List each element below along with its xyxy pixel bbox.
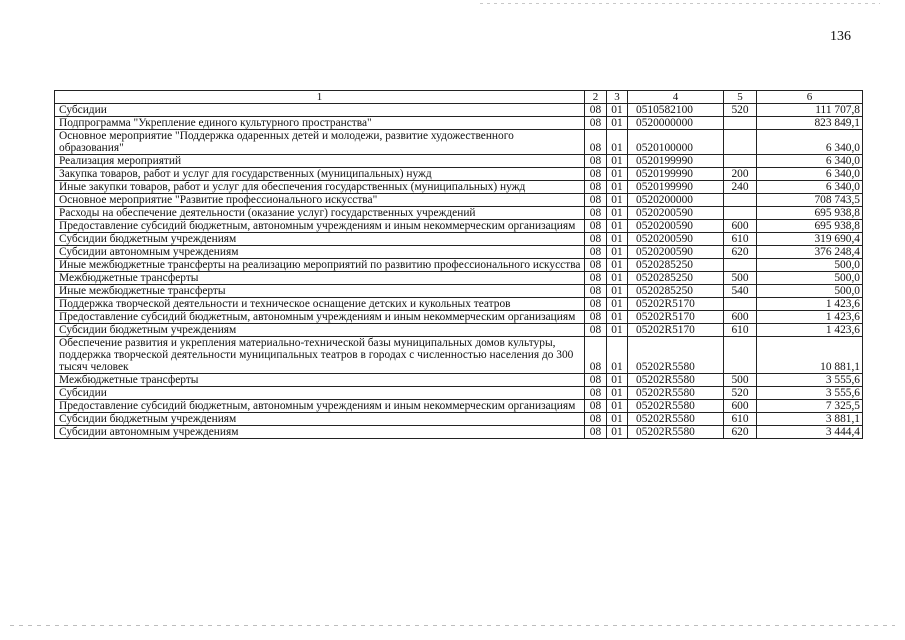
cell-expense-type	[724, 337, 757, 374]
cell-amount: 500,0	[757, 259, 863, 272]
table-row	[55, 272, 863, 285]
cell-target-code: 0520199990	[628, 181, 724, 194]
cell-section: 08	[585, 426, 607, 439]
cell-name: Закупка товаров, работ и услуг для государственных (муниципальных) нужд	[55, 168, 585, 181]
table-row	[55, 181, 863, 194]
cell-subsection: 01	[607, 426, 628, 439]
cell-expense-type: 610	[724, 233, 757, 246]
cell-section: 08	[585, 246, 607, 259]
cell-target-code: 0520285250	[628, 285, 724, 298]
cell-subsection: 01	[607, 155, 628, 168]
cell-expense-type	[724, 298, 757, 311]
cell-expense-type: 500	[724, 374, 757, 387]
cell-expense-type: 620	[724, 246, 757, 259]
cell-expense-type: 240	[724, 181, 757, 194]
cell-target-code: 05202R5170	[628, 324, 724, 337]
cell-section: 08	[585, 374, 607, 387]
cell-name: Иные межбюджетные трансферты на реализацию мероприятий по развитию профессионального искусства	[55, 259, 585, 272]
table-row	[55, 168, 863, 181]
header-col-1: 1	[55, 91, 585, 104]
table-row	[55, 220, 863, 233]
cell-subsection: 01	[607, 298, 628, 311]
cell-amount: 695 938,8	[757, 220, 863, 233]
cell-subsection: 01	[607, 400, 628, 413]
cell-expense-type	[724, 207, 757, 220]
cell-section: 08	[585, 298, 607, 311]
cell-expense-type	[724, 194, 757, 207]
cell-section: 08	[585, 130, 607, 155]
cell-subsection: 01	[607, 285, 628, 298]
cell-target-code: 05202R5580	[628, 426, 724, 439]
cell-amount: 6 340,0	[757, 130, 863, 155]
cell-name: Предоставление субсидий бюджетным, автономным учреждениям и иным некоммерческим организациям	[55, 400, 585, 413]
cell-subsection: 01	[607, 246, 628, 259]
header-col-4: 4	[628, 91, 724, 104]
table-row	[55, 413, 863, 426]
cell-section: 08	[585, 155, 607, 168]
cell-subsection: 01	[607, 259, 628, 272]
cell-expense-type: 540	[724, 285, 757, 298]
cell-section: 08	[585, 400, 607, 413]
table-row	[55, 246, 863, 259]
cell-subsection: 01	[607, 220, 628, 233]
cell-subsection: 01	[607, 337, 628, 374]
cell-section: 08	[585, 387, 607, 400]
cell-subsection: 01	[607, 194, 628, 207]
cell-section: 08	[585, 311, 607, 324]
cell-amount: 1 423,6	[757, 298, 863, 311]
table-row	[55, 400, 863, 413]
cell-name: Межбюджетные трансферты	[55, 374, 585, 387]
cell-subsection: 01	[607, 387, 628, 400]
cell-name: Обеспечение развития и укрепления материально-технической базы муниципальных домов культуры, поддержка творческой деятельности муниципальных театров в городах с численностью населения до 300 тысяч человек	[55, 337, 585, 374]
cell-expense-type	[724, 130, 757, 155]
cell-name: Субсидии	[55, 387, 585, 400]
table-header-row	[55, 91, 863, 104]
cell-subsection: 01	[607, 272, 628, 285]
cell-target-code: 0520200590	[628, 246, 724, 259]
cell-amount: 111 707,8	[757, 104, 863, 117]
cell-expense-type: 600	[724, 220, 757, 233]
table-row	[55, 104, 863, 117]
cell-expense-type: 520	[724, 387, 757, 400]
cell-amount: 695 938,8	[757, 207, 863, 220]
cell-target-code: 05202R5580	[628, 387, 724, 400]
table-row	[55, 207, 863, 220]
cell-name: Подпрограмма "Укрепление единого культурного пространства"	[55, 117, 585, 130]
cell-target-code: 05202R5170	[628, 298, 724, 311]
cell-target-code: 05202R5580	[628, 400, 724, 413]
cell-amount: 500,0	[757, 272, 863, 285]
cell-target-code: 05202R5580	[628, 374, 724, 387]
cell-target-code: 05202R5170	[628, 311, 724, 324]
cell-name: Основное мероприятие "Развитие профессионального искусства"	[55, 194, 585, 207]
cell-name: Предоставление субсидий бюджетным, автономным учреждениям и иным некоммерческим организациям	[55, 220, 585, 233]
table-row	[55, 374, 863, 387]
cell-target-code: 0520200590	[628, 233, 724, 246]
table-body	[55, 104, 863, 439]
cell-target-code: 0520285250	[628, 272, 724, 285]
cell-section: 08	[585, 181, 607, 194]
cell-subsection: 01	[607, 117, 628, 130]
cell-section: 08	[585, 272, 607, 285]
cell-section: 08	[585, 285, 607, 298]
cell-amount: 823 849,1	[757, 117, 863, 130]
cell-target-code: 0520200000	[628, 194, 724, 207]
table-row	[55, 117, 863, 130]
cell-expense-type: 600	[724, 400, 757, 413]
table-row	[55, 194, 863, 207]
cell-section: 08	[585, 220, 607, 233]
cell-section: 08	[585, 194, 607, 207]
cell-subsection: 01	[607, 104, 628, 117]
cell-amount: 3 555,6	[757, 387, 863, 400]
cell-name: Предоставление субсидий бюджетным, автономным учреждениям и иным некоммерческим организациям	[55, 311, 585, 324]
table-row	[55, 233, 863, 246]
cell-subsection: 01	[607, 233, 628, 246]
table-row	[55, 311, 863, 324]
cell-amount: 1 423,6	[757, 311, 863, 324]
cell-expense-type	[724, 155, 757, 168]
table-row	[55, 155, 863, 168]
cell-amount: 1 423,6	[757, 324, 863, 337]
cell-expense-type: 520	[724, 104, 757, 117]
cell-name: Иные закупки товаров, работ и услуг для обеспечения государственных (муниципальных) нужд	[55, 181, 585, 194]
cell-name: Основное мероприятие "Поддержка одаренных детей и молодежи, развитие художественного образования"	[55, 130, 585, 155]
budget-table-container	[54, 90, 862, 439]
cell-subsection: 01	[607, 413, 628, 426]
cell-amount: 3 444,4	[757, 426, 863, 439]
cell-expense-type: 620	[724, 426, 757, 439]
cell-name: Субсидии	[55, 104, 585, 117]
table-row	[55, 337, 863, 374]
cell-subsection: 01	[607, 168, 628, 181]
cell-expense-type: 200	[724, 168, 757, 181]
table-row	[55, 130, 863, 155]
cell-amount: 3 555,6	[757, 374, 863, 387]
cell-section: 08	[585, 168, 607, 181]
header-col-2: 2	[585, 91, 607, 104]
cell-amount: 7 325,5	[757, 400, 863, 413]
cell-section: 08	[585, 259, 607, 272]
cell-expense-type: 600	[724, 311, 757, 324]
cell-subsection: 01	[607, 207, 628, 220]
cell-name: Поддержка творческой деятельности и техническое оснащение детских и кукольных театров	[55, 298, 585, 311]
table-row	[55, 298, 863, 311]
cell-target-code: 0520285250	[628, 259, 724, 272]
cell-expense-type: 610	[724, 324, 757, 337]
cell-amount: 500,0	[757, 285, 863, 298]
table-row	[55, 285, 863, 298]
scan-artifact-bottom	[10, 625, 895, 626]
cell-name: Субсидии бюджетным учреждениям	[55, 233, 585, 246]
cell-target-code: 05202R5580	[628, 413, 724, 426]
cell-amount: 10 881,1	[757, 337, 863, 374]
table-row	[55, 324, 863, 337]
cell-amount: 6 340,0	[757, 155, 863, 168]
cell-amount: 6 340,0	[757, 168, 863, 181]
cell-amount: 376 248,4	[757, 246, 863, 259]
cell-section: 08	[585, 413, 607, 426]
cell-target-code: 0520200590	[628, 220, 724, 233]
table-row	[55, 259, 863, 272]
cell-expense-type: 500	[724, 272, 757, 285]
cell-target-code: 0520199990	[628, 168, 724, 181]
cell-name: Субсидии автономным учреждениям	[55, 246, 585, 259]
cell-target-code: 0520199990	[628, 155, 724, 168]
cell-name: Субсидии бюджетным учреждениям	[55, 324, 585, 337]
cell-target-code: 0520000000	[628, 117, 724, 130]
cell-subsection: 01	[607, 311, 628, 324]
cell-name: Субсидии автономным учреждениям	[55, 426, 585, 439]
cell-amount: 3 881,1	[757, 413, 863, 426]
cell-subsection: 01	[607, 374, 628, 387]
cell-target-code: 0520100000	[628, 130, 724, 155]
cell-target-code: 0520200590	[628, 207, 724, 220]
cell-subsection: 01	[607, 324, 628, 337]
cell-section: 08	[585, 337, 607, 374]
table-row	[55, 426, 863, 439]
cell-name: Иные межбюджетные трансферты	[55, 285, 585, 298]
cell-subsection: 01	[607, 130, 628, 155]
cell-target-code: 05202R5580	[628, 337, 724, 374]
cell-name: Межбюджетные трансферты	[55, 272, 585, 285]
cell-section: 08	[585, 324, 607, 337]
page-number: 136	[830, 29, 851, 44]
header-col-6: 6	[757, 91, 863, 104]
header-col-5: 5	[724, 91, 757, 104]
cell-expense-type: 610	[724, 413, 757, 426]
cell-section: 08	[585, 117, 607, 130]
cell-target-code: 0510582100	[628, 104, 724, 117]
cell-name: Расходы на обеспечение деятельности (оказание услуг) государственных учреждений	[55, 207, 585, 220]
table-row	[55, 387, 863, 400]
header-col-3: 3	[607, 91, 628, 104]
cell-amount: 6 340,0	[757, 181, 863, 194]
cell-section: 08	[585, 207, 607, 220]
cell-name: Субсидии бюджетным учреждениям	[55, 413, 585, 426]
cell-expense-type	[724, 117, 757, 130]
cell-name: Реализация мероприятий	[55, 155, 585, 168]
cell-amount: 708 743,5	[757, 194, 863, 207]
budget-table	[54, 90, 863, 439]
scan-artifact-top	[480, 3, 880, 4]
cell-section: 08	[585, 233, 607, 246]
cell-expense-type	[724, 259, 757, 272]
cell-subsection: 01	[607, 181, 628, 194]
cell-section: 08	[585, 104, 607, 117]
cell-amount: 319 690,4	[757, 233, 863, 246]
